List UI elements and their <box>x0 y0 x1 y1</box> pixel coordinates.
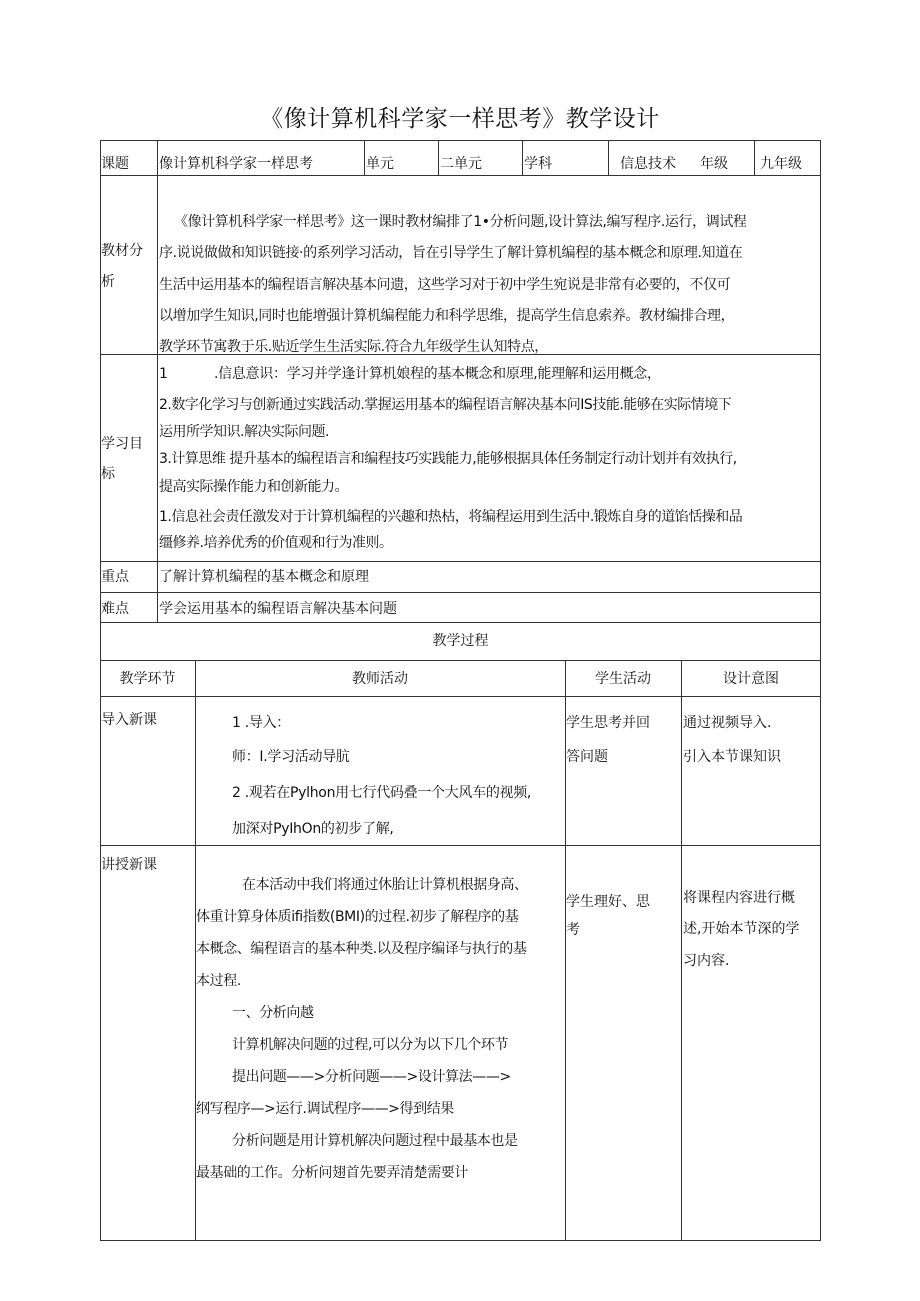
row-divider <box>100 592 821 593</box>
analysis-line: 以增加学生知识,同时也能增强计算机编程能力和科学思维，提高学生信息索养。教材编排合理， <box>159 308 735 324</box>
row-divider <box>100 660 821 661</box>
analysis-label: 教材分 <box>101 243 143 259</box>
goal-1-number: 1 <box>159 366 168 382</box>
difficulty-label: 难点 <box>101 601 129 617</box>
intro-intent-line: 引入本节课知识 <box>683 749 781 765</box>
topic-label: 课题 <box>101 156 129 172</box>
lecture-student <box>566 888 650 944</box>
analysis-line: 《像计算机科学家一样思考》这一课时教材编排了1•分析问题,设计算法,编写程序.运行，调试程 <box>174 214 747 230</box>
intro-student-line: 学生思考并回 <box>566 715 650 731</box>
row-divider <box>100 696 821 697</box>
goal-line: 运用所学知识.解决实际问题. <box>159 424 329 440</box>
subject-value: 信息技术 <box>620 156 676 172</box>
difficulty-text: 学会运用基本的编程语言解决基本问题 <box>159 601 397 617</box>
analysis-label-cont: 析 <box>101 274 115 290</box>
process-title: 教学过程 <box>432 633 489 649</box>
unit-value: 二单元 <box>440 156 482 172</box>
goal-line: 3.计算思维 提升基本的编程语言和编程技巧实践能力,能够根据具体任务制定行动计划并有效执行, <box>159 451 737 467</box>
lecture-intent <box>683 883 799 977</box>
goals-label-cont: 标 <box>101 466 115 482</box>
header-intent: 设计意图 <box>723 671 779 687</box>
intro-stage: 导入新课 <box>101 712 157 728</box>
lecture-teacher-line: 体重计算身体质ifi指数(BMI)的过程.初步了解程序的基 <box>196 909 519 925</box>
intro-intent-line: 通过视频导入. <box>683 715 772 731</box>
col-divider <box>754 140 755 175</box>
intro-teacher-line: 1 .导入： <box>232 715 291 731</box>
lecture-teacher-line: 分析问题是用计算机解决问题过程中最基本也是 <box>232 1133 518 1149</box>
analysis-line: 序.说说做做和知识链接·的系列学习活动，旨在引导学生了解计算机编程的基本概念和原理.知道在 <box>159 245 743 261</box>
row-divider <box>100 561 821 562</box>
col-divider <box>157 140 158 623</box>
intro-teacher-line: 2 .观若在Pylhon用七行代码叠一个大风车的视频, <box>232 785 532 801</box>
lecture-intent-line: 将课程内容进行概 <box>683 890 795 906</box>
col-divider <box>522 140 523 175</box>
goal-1-text: .信息意识：学习并学逢计算机娘程的基本概念和原理,能理解和运用概念， <box>214 366 661 382</box>
intro-teacher <box>232 707 531 847</box>
lecture-teacher-line: 最基础的工作。分析问翅首先要弄清楚需要计 <box>196 1165 468 1181</box>
header-student: 学生活动 <box>595 671 651 687</box>
col-divider <box>681 660 682 1241</box>
key-point-text: 了解计算机编程的基本概念和原理 <box>159 569 369 585</box>
lecture-teacher-line: 提出问题——>分析问题——>设计算法——> <box>232 1069 511 1085</box>
subject-label: 学科 <box>524 156 552 172</box>
lecture-student-line: 学生理好、思 <box>566 894 650 910</box>
intro-intent <box>683 707 781 775</box>
intro-teacher-line: 加深对PyIhOn的初步了解, <box>232 821 394 837</box>
lecture-intent-line: 习内容. <box>683 953 730 969</box>
lecture-teacher-line: 本过程. <box>196 973 241 989</box>
header-stage: 教学环节 <box>119 671 176 687</box>
col-divider <box>608 140 609 175</box>
lecture-stage: 讲授新课 <box>101 857 157 873</box>
lecture-teacher-line: 计算机解决问题的过程,可以分为以下几个环节 <box>232 1037 509 1053</box>
grade-label: 年级 <box>700 156 728 172</box>
lecture-teacher-line: 纲写程序—>运行.调试程序——>得到结果 <box>196 1101 454 1117</box>
col-divider <box>364 140 365 175</box>
goals-text <box>159 392 823 550</box>
lecture-student-line: 考 <box>566 922 580 938</box>
intro-student <box>566 707 650 775</box>
analysis-line: 生活中运用基本的编程语言解决基本问遗，这些学习对于初中学生宛说是非常有必要的，不仅可 <box>159 277 731 293</box>
goal-line: 缰修养.培养优秀的价值观和行为准则。 <box>159 535 393 550</box>
lecture-teacher-line: 一、分析向越 <box>232 1005 314 1021</box>
analysis-text <box>159 206 823 363</box>
col-divider <box>438 140 439 175</box>
lecture-teacher-line: 在本活动中我们将通过休胎让计算机根据身高、 <box>242 877 528 893</box>
topic-value: 像计算机科学家一样思考 <box>159 156 313 172</box>
goal-line: 提高实际操作能力和创新能力。 <box>159 479 348 495</box>
intro-student-line: 答问题 <box>566 749 608 765</box>
lecture-teacher-line: 本概念、编程语言的基本种类.以及程序编译与执行的基 <box>196 941 527 957</box>
grade-value: 九年级 <box>760 156 802 172</box>
goals-label: 学习目 <box>101 436 143 452</box>
unit-label: 单元 <box>366 156 394 172</box>
goal-line: 1.信息社会责任激发对于计算机编程的兴趣和热枯，将编程运用到生活中.锻炼自身的道馅恬操和品 <box>159 509 743 525</box>
key-point-label: 重点 <box>101 569 129 585</box>
goal-line: 2.数字化学习与创新通过实践活动.掌握运用基本的编程语言解决基本问IS技能.能够在实际情境下 <box>159 397 732 413</box>
lecture-teacher <box>196 870 565 1189</box>
row-divider <box>100 175 821 176</box>
lecture-intent-line: 述,开始本节深的学 <box>683 921 800 937</box>
document-title: 《像计算机科学家一样思考》教学设计 <box>260 106 660 132</box>
header-teacher: 教师活动 <box>352 671 408 687</box>
intro-teacher-line: 师：I.学习活动导肮 <box>232 749 350 765</box>
analysis-line: 教学环节寓教于乐.贴近学生生活实际.符合九年级学生认知特点， <box>159 339 548 355</box>
